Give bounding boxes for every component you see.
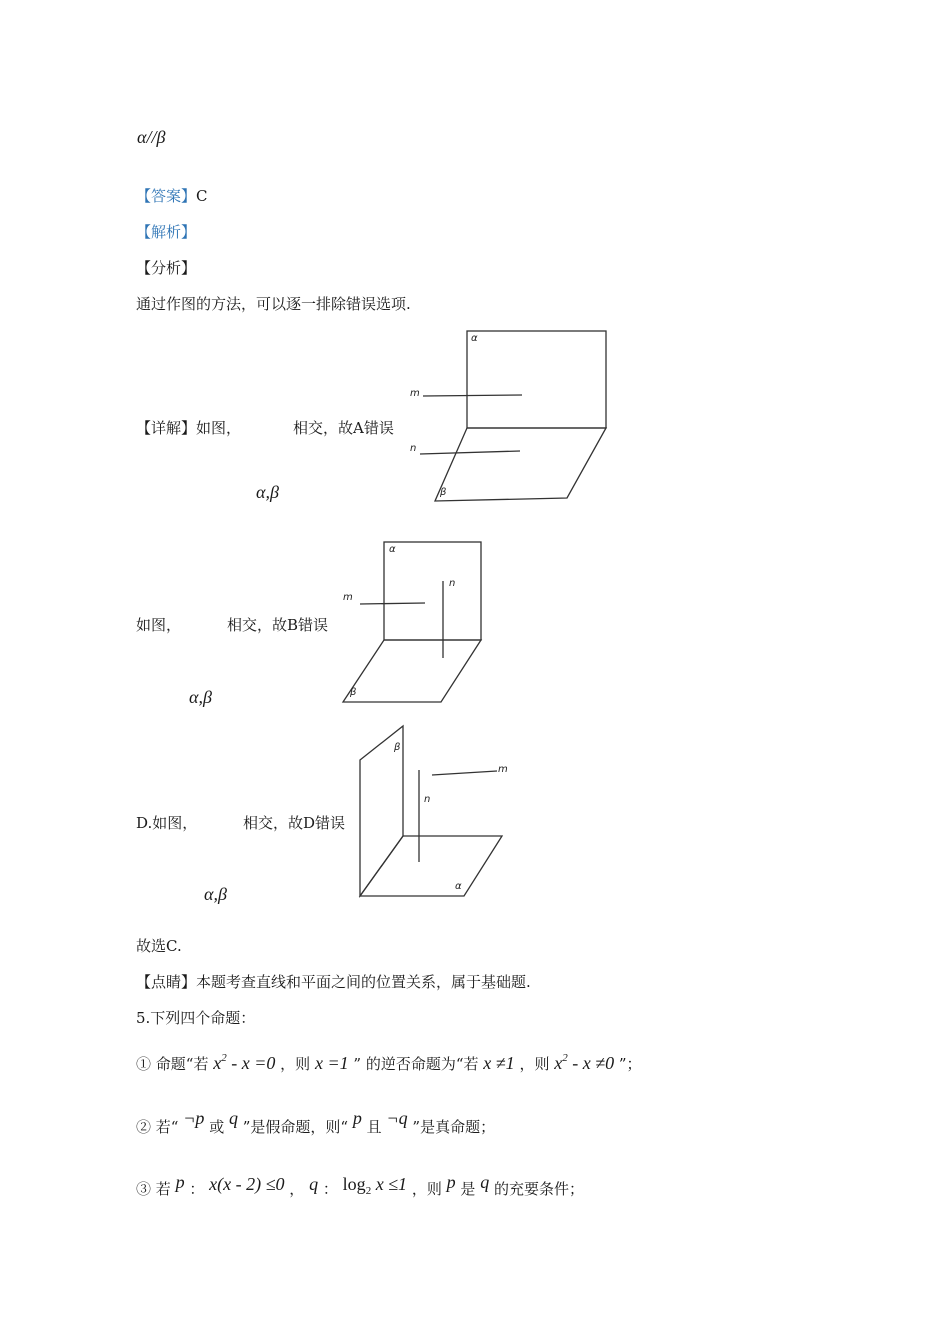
p3-t7: 的充要条件；	[494, 1180, 585, 1198]
detail-a-mid: 相交，故A错误	[293, 419, 394, 437]
p1-m4: $x^2 - x \ne 0$	[554, 1052, 615, 1073]
conclusion: 故选C.	[136, 937, 182, 955]
detail-d-math: α,β	[204, 884, 227, 904]
fig3-m-label: m	[498, 764, 508, 775]
fenxi-text: 通过作图的方法，可以逐一排除错误选项.	[136, 295, 411, 313]
p3-t5: ，则	[411, 1180, 442, 1198]
p3-t6: 是	[460, 1180, 476, 1198]
p3-t3: ，	[289, 1180, 305, 1198]
fig2-alpha-label: α	[389, 544, 396, 555]
proposition-2	[136, 1108, 496, 1140]
proposition-3	[136, 1172, 585, 1204]
p3-m6: q	[480, 1172, 490, 1192]
detail-b-math: α,β	[189, 687, 212, 707]
fig1-n-label: n	[410, 443, 417, 454]
detail-a-prefix: 如图，	[196, 419, 242, 437]
p1-circle: ①	[136, 1055, 152, 1073]
p2-t2: 或	[209, 1118, 225, 1136]
p3-m5: p	[446, 1172, 456, 1192]
p2-m1: ¬p	[183, 1108, 205, 1128]
p3-m2: x(x - 2) ≤0	[209, 1174, 285, 1194]
p3-m1: p	[175, 1172, 185, 1192]
fig3-alpha-label: α	[455, 881, 462, 892]
p2-circle: ②	[136, 1118, 152, 1136]
p3-circle: ③	[136, 1180, 152, 1198]
detail-a-line	[136, 421, 241, 436]
comment-label: 【点睛】	[136, 973, 197, 991]
p1-m1: $x^2 - x =0$	[213, 1052, 276, 1073]
p3-t4: ：	[322, 1180, 338, 1198]
answer-label: 【答案】	[136, 187, 197, 205]
p3-m3: q	[309, 1174, 319, 1194]
fig2-m-label: m	[343, 592, 353, 603]
fig3-n-label: n	[424, 794, 431, 805]
p1-t3: ” 的逆否命题为“若	[353, 1055, 479, 1073]
question5-stem: 5.下列四个命题：	[136, 1009, 256, 1027]
detail-d-prefix: D.如图，	[136, 814, 198, 832]
answer-value: C	[196, 187, 208, 205]
p1-t4: ，则	[519, 1055, 550, 1073]
answer-line	[136, 189, 208, 204]
p3-m4: $\log_2 x \le 1$	[342, 1174, 408, 1197]
detail-b-mid: 相交，故B错误	[227, 616, 329, 634]
fig1-alpha-label: α	[471, 333, 478, 344]
p1-m2: x =1	[314, 1053, 349, 1073]
fig2-beta-label: β	[350, 687, 357, 698]
proposition-1	[136, 1050, 642, 1079]
header-math: α//β	[137, 127, 166, 147]
p1-t2: ，则	[280, 1055, 311, 1073]
detail-b-prefix: 如图，	[136, 616, 182, 634]
p2-t4: 且	[366, 1118, 382, 1136]
p1-m3: x ≠1	[483, 1053, 515, 1073]
p2-m3: p	[352, 1108, 362, 1128]
p1-t5: ”；	[618, 1055, 642, 1073]
fig1-m-label: m	[410, 388, 420, 399]
comment-line	[136, 975, 531, 990]
p3-t1: 若	[155, 1180, 171, 1198]
analysis-label: 【解析】	[136, 223, 197, 241]
p3-t2: ：	[189, 1180, 205, 1198]
p2-m2: q	[228, 1108, 238, 1128]
fig1-beta-label: β	[440, 487, 447, 498]
fenxi-label: 【分析】	[136, 259, 197, 277]
detail-label: 【详解】	[136, 419, 197, 437]
fig2-n-label: n	[449, 578, 456, 589]
p1-t1: 命题“若	[155, 1055, 209, 1073]
p2-t1: 若“	[155, 1118, 179, 1136]
p2-t5: ”是真命题；	[412, 1118, 496, 1136]
fig3-beta-label: β	[394, 742, 401, 753]
p2-m4: ¬q	[386, 1108, 408, 1128]
comment-text: 本题考查直线和平面之间的位置关系，属于基础题.	[196, 973, 531, 991]
detail-a-math: α,β	[256, 482, 279, 502]
detail-d-mid: 相交，故D错误	[243, 814, 346, 832]
p2-t3: ”是假命题，则“	[242, 1118, 349, 1136]
